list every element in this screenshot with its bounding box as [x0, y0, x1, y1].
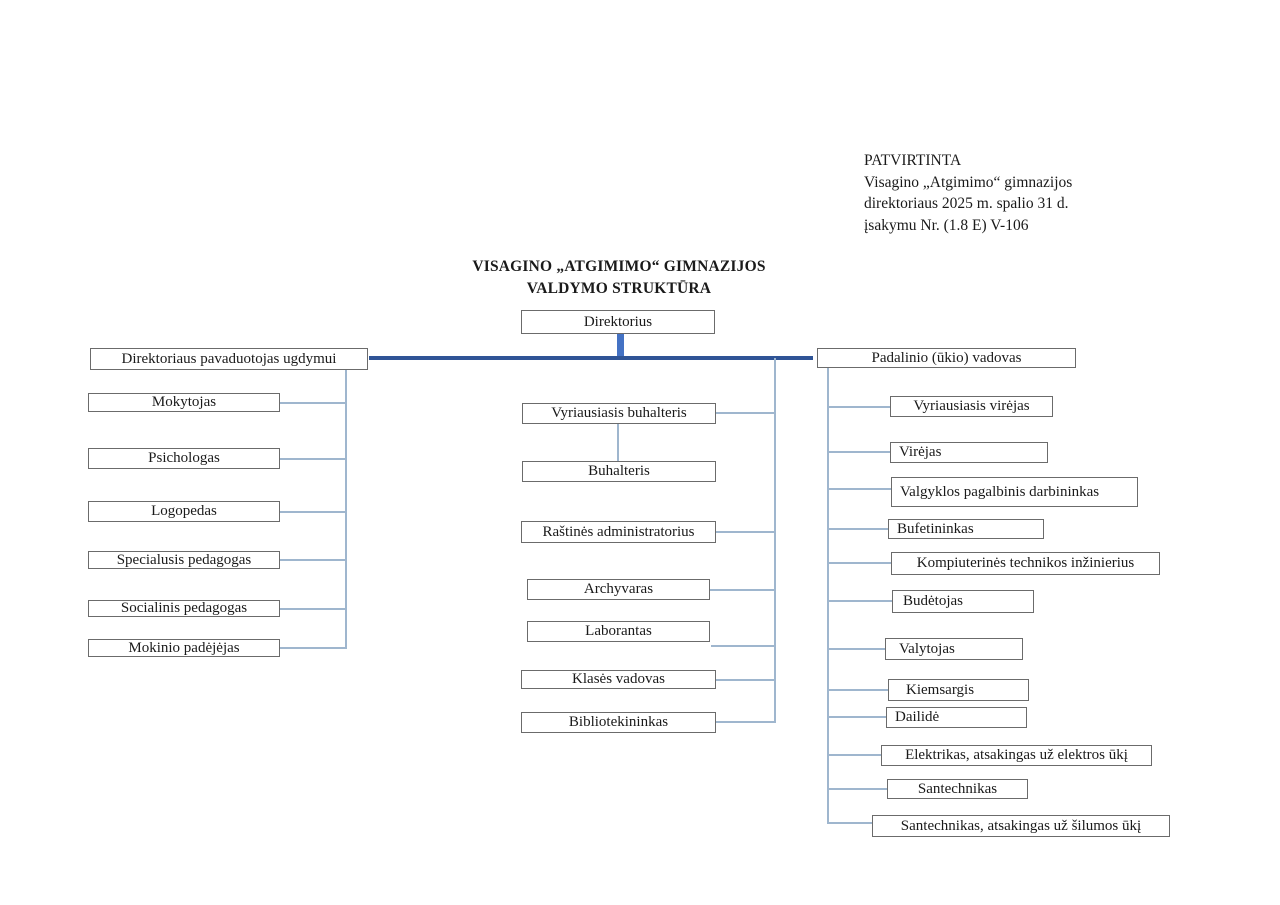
connector-line: [280, 647, 345, 649]
org-box-valytojas: Valytojas: [885, 638, 1023, 660]
chart-title-line2: VALDYMO STRUKTŪRA: [526, 279, 712, 297]
org-box-valgyklos-pagalbinis-darbininkas: Valgyklos pagalbinis darbininkas: [891, 477, 1138, 507]
connector-line: [827, 716, 886, 718]
connector-line: [716, 679, 774, 681]
org-box-rastines-administratorius: Raštinės administratorius: [521, 521, 716, 543]
org-box-logopedas: Logopedas: [88, 501, 280, 522]
org-box-kiemsargis: Kiemsargis: [888, 679, 1029, 701]
connector-line: [827, 600, 892, 602]
connector-line: [280, 608, 345, 610]
org-box-santechnikas-silumos: Santechnikas, atsakingas už šilumos ūkį: [872, 815, 1170, 837]
connector-line: [280, 402, 345, 404]
org-box-socialinis-pedagogas: Socialinis pedagogas: [88, 600, 280, 617]
approval-line: įsakymu Nr. (1.8 E) V-106: [864, 216, 1029, 234]
connector-line: [827, 528, 888, 530]
buhalteris-connector-line: [617, 424, 619, 461]
connector-line: [710, 589, 774, 591]
org-box-santechnikas: Santechnikas: [887, 779, 1028, 799]
main-horizontal-line: [369, 356, 813, 360]
org-box-elektrikas: Elektrikas, atsakingas už elektros ūkį: [881, 745, 1152, 766]
chart-title: [419, 256, 819, 299]
connector-line: [711, 645, 776, 647]
org-box-budetojas: Budėtojas: [892, 590, 1034, 613]
org-box-mokytojas: Mokytojas: [88, 393, 280, 412]
org-box-virejas: Virėjas: [890, 442, 1048, 463]
org-box-kompiuterines-technikos-inzinierius: Kompiuterinės technikos inžinierius: [891, 552, 1160, 575]
root-connector-stub: [617, 334, 624, 356]
left-spine-line: [345, 370, 347, 649]
connector-line: [827, 406, 890, 408]
connector-line: [827, 451, 890, 453]
connector-line: [827, 562, 891, 564]
connector-line: [827, 648, 885, 650]
org-box-direktoriaus-pavaduotojas: Direktoriaus pavaduotojas ugdymui: [90, 348, 368, 370]
org-box-vyriausiasis-virejas: Vyriausiasis virėjas: [890, 396, 1053, 417]
connector-line: [827, 488, 891, 490]
middle-spine-line: [774, 358, 776, 723]
connector-line: [280, 511, 345, 513]
approval-line: direktoriaus 2025 m. spalio 31 d.: [864, 195, 1069, 212]
approval-line: Visagino „Atgimimo“ gimnazijos: [864, 173, 1073, 191]
approval-note: [864, 150, 1194, 236]
org-box-bufetininkas: Bufetininkas: [888, 519, 1044, 539]
org-box-direktorius: Direktorius: [521, 310, 715, 334]
connector-line: [827, 754, 881, 756]
org-box-psichologas: Psichologas: [88, 448, 280, 469]
chart-title-line1: VISAGINO „ATGIMIMO“ GIMNAZIJOS: [472, 258, 766, 275]
connector-line: [716, 531, 774, 533]
org-box-klases-vadovas: Klasės vadovas: [521, 670, 716, 689]
connector-line: [280, 559, 345, 561]
org-box-archyvaras: Archyvaras: [527, 579, 710, 600]
connector-line: [827, 822, 872, 824]
connector-line: [716, 721, 776, 723]
approval-line: PATVIRTINTA: [864, 152, 962, 169]
org-box-buhalteris: Buhalteris: [522, 461, 716, 482]
connector-line: [827, 689, 888, 691]
org-box-bibliotekininkas: Bibliotekininkas: [521, 712, 716, 733]
org-box-laborantas: Laborantas: [527, 621, 710, 642]
org-box-mokinio-padejejas: Mokinio padėjėjas: [88, 639, 280, 657]
org-box-specialusis-pedagogas: Specialusis pedagogas: [88, 551, 280, 569]
org-box-dailide: Dailidė: [886, 707, 1027, 728]
connector-line: [716, 412, 774, 414]
org-box-padalinio-ukio-vadovas: Padalinio (ūkio) vadovas: [817, 348, 1076, 368]
connector-line: [827, 788, 887, 790]
connector-line: [280, 458, 345, 460]
org-box-vyriausiasis-buhalteris: Vyriausiasis buhalteris: [522, 403, 716, 424]
